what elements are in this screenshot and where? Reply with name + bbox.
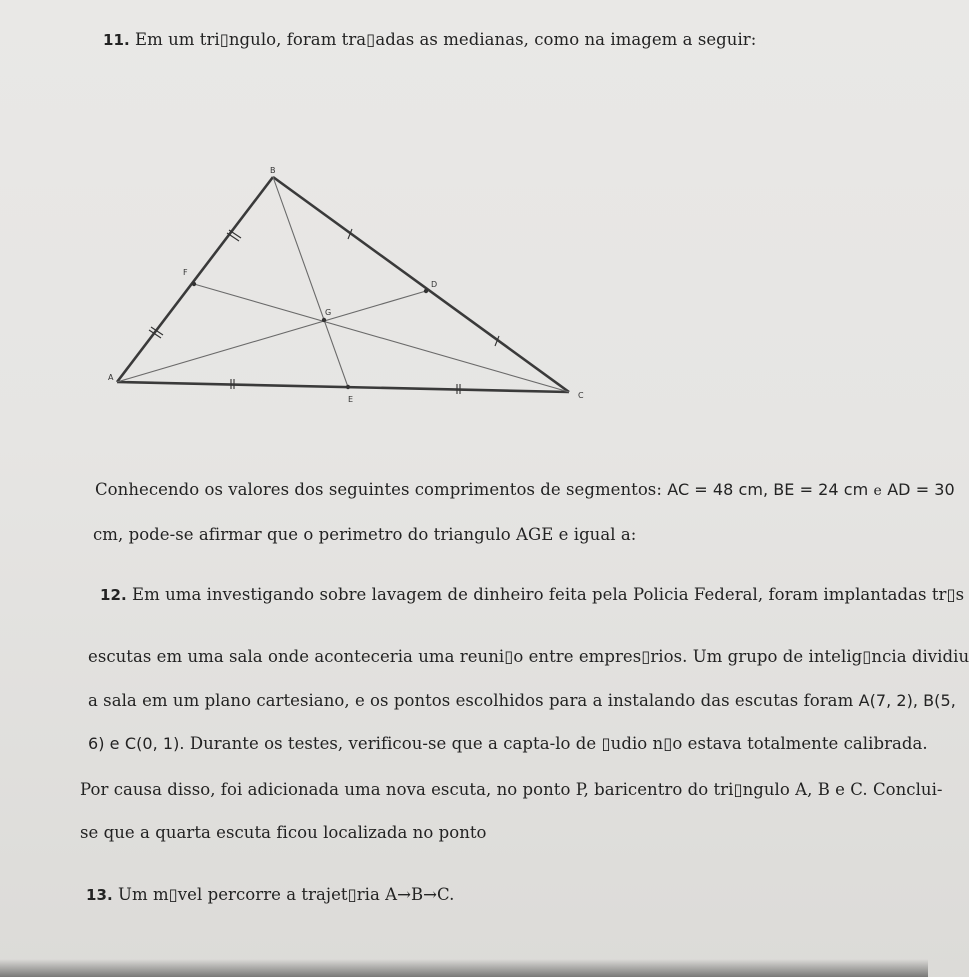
q13-number: 13.: [86, 886, 113, 904]
median-be: [273, 177, 348, 387]
q11-given-math-2: AD = 30: [887, 480, 955, 499]
q12-text-1: Em uma investigando sobre lavagem de dinheiro feita pela Policia Federal, foram implantadas tr▯s: [132, 585, 965, 604]
q12-line-5: Por causa disso, foi adicionada uma nova escuta, no ponto P, baricentro do tri▯ngulo A, B e C. Conclui-: [80, 780, 943, 799]
label-b: B: [270, 166, 276, 175]
q12-line-4: [88, 734, 928, 753]
q12-point-c: C(0, 1).: [124, 734, 185, 753]
point-d: [424, 289, 428, 293]
q11-conjunction: e: [873, 483, 882, 499]
label-e: E: [348, 395, 354, 404]
page-bottom-shadow: [0, 959, 928, 977]
q13-statement: [86, 885, 454, 904]
point-e: [346, 385, 350, 389]
q12-line-6: se que a quarta escuta ficou localizada no ponto: [80, 823, 487, 842]
q12-text-3: a sala em um plano cartesiano, e os pontos escolhidos para a instalando das escutas foram: [88, 691, 854, 710]
side-ab: [117, 177, 273, 382]
side-bc: [273, 177, 569, 392]
q12-line-1: [100, 585, 964, 604]
q11-question: cm, pode-se afirmar que o perimetro do triangulo AGE e igual a:: [93, 525, 637, 544]
q11-intro-text: Em um tri▯ngulo, foram tra▯adas as medianas, como na imagem a seguir:: [135, 30, 757, 49]
q11-given-values: [95, 480, 955, 499]
label-d: D: [431, 280, 438, 289]
q12-point-b-end: 6) e: [88, 734, 120, 753]
label-f: F: [183, 268, 188, 277]
q11-number: 11.: [103, 31, 130, 49]
triangle-medians-figure: [100, 160, 600, 410]
median-ad: [117, 291, 426, 382]
median-cf: [194, 284, 569, 392]
side-ac: [117, 382, 569, 392]
label-c: C: [578, 391, 584, 400]
q12-line-3: [88, 691, 956, 710]
label-a: A: [108, 373, 114, 382]
point-f: [192, 282, 196, 286]
q11-given-text: Conhecendo os valores dos seguintes comprimentos de segmentos:: [95, 480, 662, 499]
q11-statement: [103, 30, 756, 49]
q12-points-ab: A(7, 2), B(5,: [858, 691, 956, 710]
point-g: [322, 318, 326, 322]
q12-text-4: Durante os testes, verificou-se que a capta-lo de ▯udio n▯o estava totalmente calibrada.: [189, 734, 928, 753]
label-g: G: [325, 308, 332, 317]
q12-number: 12.: [100, 586, 127, 604]
q11-given-math-1: AC = 48 cm, BE = 24 cm: [667, 480, 869, 499]
q12-line-2: escutas em uma sala onde aconteceria uma reuni▯o entre empres▯rios. Um grupo de intelig▯ncia dividiu: [88, 647, 969, 666]
q13-text: Um m▯vel percorre a trajet▯ria A→B→C.: [118, 885, 455, 904]
